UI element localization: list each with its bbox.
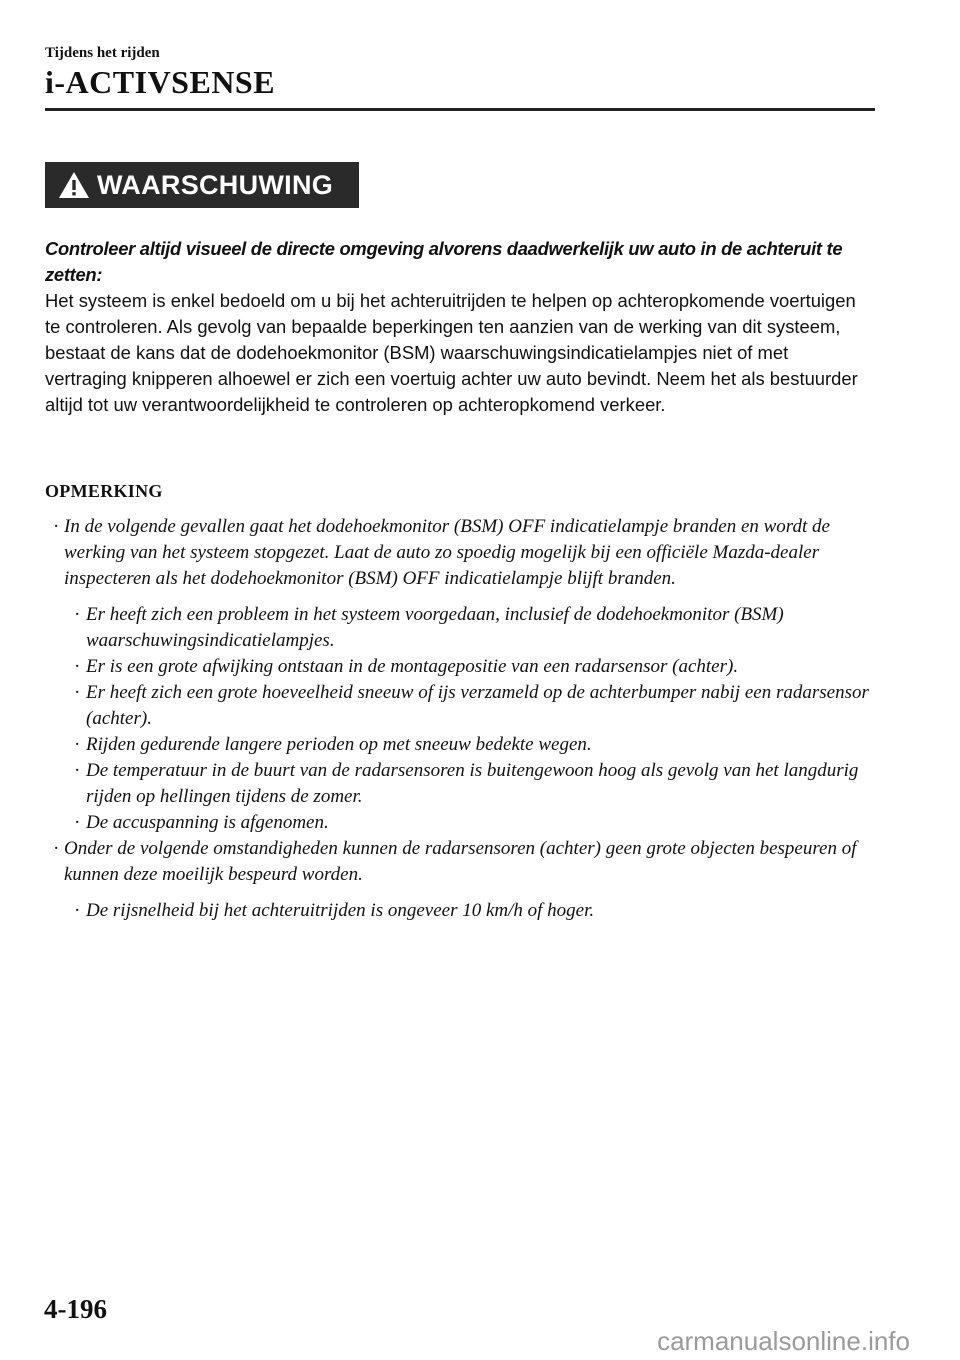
- warning-heading: Controleer altijd visueel de directe omgeving alvorens daadwerkelijk uw auto in de achteruit te zetten:: [45, 238, 843, 285]
- page-header: [45, 44, 275, 100]
- page-number: 4-196: [44, 1294, 107, 1324]
- bullet-dot: ·: [74, 604, 81, 625]
- bullet-dot: ·: [74, 812, 81, 833]
- note-section: [45, 478, 880, 924]
- warning-label: WAARSCHUWING: [97, 169, 334, 200]
- note-subitem-text: De rijsnelheid bij het achteruitrijden is ongeveer 10 km/h of hoger.: [86, 900, 595, 921]
- note-subitem-text: Rijden gedurende langere perioden op met sneeuw bedekte wegen.: [86, 734, 592, 755]
- note-subitem: [45, 898, 880, 924]
- note-subitem: [45, 758, 880, 810]
- warning-banner: [45, 162, 359, 208]
- page-title: i-ACTIVSENSE: [45, 64, 276, 100]
- bullet-dot: ·: [74, 656, 81, 677]
- warning-body: [45, 236, 875, 418]
- note-subitem-text: De temperatuur in de buurt van de radarsensoren is buitengewoon hoog als gevolg van het langdurig rijden op hellingen tijdens de zomer.: [86, 760, 859, 807]
- note-item: [45, 514, 880, 592]
- bullet-dot: ·: [53, 838, 60, 859]
- note-subitem: [45, 654, 880, 680]
- section-name: Tijdens het rijden: [45, 45, 160, 61]
- header-rule: [45, 108, 875, 111]
- bullet-dot: ·: [53, 516, 60, 537]
- bullet-dot: ·: [74, 734, 81, 755]
- note-subitem-text: Er is een grote afwijking ontstaan in de montagepositie van een radarsensor (achter).: [86, 656, 739, 677]
- watermark: carmanualsonline.info: [657, 1326, 910, 1356]
- note-subitem-text: De accuspanning is afgenomen.: [86, 812, 329, 833]
- note-item: [45, 836, 880, 888]
- note-item-text: In de volgende gevallen gaat het dodehoekmonitor (BSM) OFF indicatielampje branden en wordt de werking van het systeem stopgezet. Laat de auto zo spoedig mogelijk bij een officiële Mazda-dealer inspecteren als het dodehoekmonitor (BSM) OFF indicatielampje blijft branden.: [64, 516, 830, 589]
- warning-triangle-icon: [57, 170, 91, 200]
- note-subitem: [45, 810, 880, 836]
- bullet-dot: ·: [74, 682, 81, 703]
- warning-text: Het systeem is enkel bedoeld om u bij het achteruitrijden te helpen op achteropkomende voertuigen te controleren. Als gevolg van bepaalde beperkingen ten aanzien van de werking van dit systeem, bestaat de kans dat de dodehoekmonitor (BSM) waarschuwingsindicatielampjes niet of met vertraging knipperen alhoewel er zich een voertuig achter uw auto bevindt. Neem het als bestuurder altijd tot uw verantwoordelijkheid te controleren op achteropkomend verkeer.: [45, 290, 858, 415]
- note-subitem-text: Er heeft zich een grote hoeveelheid sneeuw of ijs verzameld op de achterbumper nabij een radarsensor (achter).: [86, 682, 869, 729]
- bullet-dot: ·: [74, 900, 81, 921]
- note-subitem-text: Er heeft zich een probleem in het systeem voorgedaan, inclusief de dodehoekmonitor (BSM) waarschuwingsindicatielampjes.: [86, 604, 784, 651]
- note-subitem: [45, 732, 880, 758]
- bullet-dot: ·: [74, 760, 81, 781]
- note-title: OPMERKING: [45, 481, 163, 501]
- note-subitem: [45, 680, 880, 732]
- note-subitem: [45, 602, 880, 654]
- note-item-text: Onder de volgende omstandigheden kunnen de radarsensoren (achter) geen grote objecten bespeuren of kunnen deze moeilijk bespeurd worden.: [64, 838, 857, 885]
